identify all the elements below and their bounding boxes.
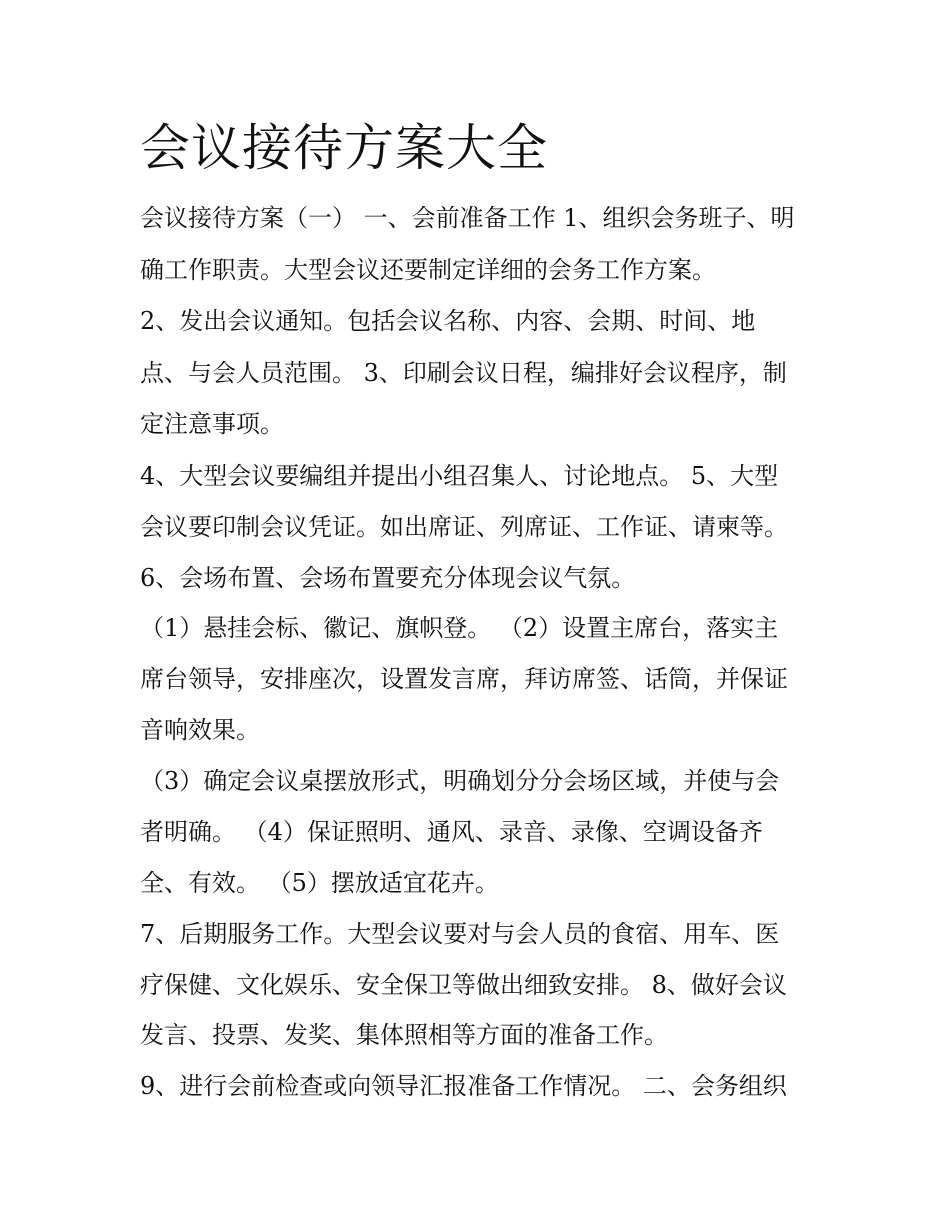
- body-line: 席台领导，安排座次，设置发言席，拜访席签、话筒，并保证: [140, 665, 788, 693]
- body-line: 7、后期服务工作。大型会议要对与会人员的食宿、用车、医: [140, 920, 780, 948]
- body-line: 点、与会人员范围。 3、印刷会议日程，编排好会议程序，制: [140, 359, 787, 387]
- body-line: 音响效果。: [140, 716, 260, 744]
- body-line: 4、大型会议要编组并提出小组召集人、讨论地点。 5、大型: [140, 462, 779, 490]
- body-line: （3）确定会议桌摆放形式，明确划分分会场区域，并使与会: [140, 767, 780, 795]
- body-line: 疗保健、文化娱乐、安全保卫等做出细致安排。 8、做好会议: [140, 971, 787, 999]
- body-line: 确工作职责。大型会议还要制定详细的会务工作方案。: [140, 256, 716, 284]
- body-line: 会议要印制会议凭证。如出席证、列席证、工作证、请柬等。: [140, 513, 788, 541]
- body-line: 2、发出会议通知。包括会议名称、内容、会期、时间、地: [140, 307, 756, 335]
- body-line: 6、会场布置、会场布置要充分体现会议气氛。: [140, 564, 636, 592]
- body-line: 者明确。 （4）保证照明、通风、录音、录像、空调设备齐: [140, 818, 763, 846]
- body-line: 定注意事项。: [140, 410, 284, 438]
- body-line: （1）悬挂会标、徽记、旗帜登。 （2）设置主席台，落实主: [140, 614, 779, 642]
- body-line: 全、有效。 （5）摆放适宜花卉。: [140, 869, 499, 897]
- body-line: 发言、投票、发奖、集体照相等方面的准备工作。: [140, 1021, 668, 1049]
- document-title: 会议接待方案大全: [140, 119, 548, 177]
- body-line: 9、进行会前检查或向领导汇报准备工作情况。 二、会务组织: [140, 1072, 787, 1100]
- body-line: 会议接待方案（一） 一、会前准备工作 1、组织会务班子、明: [140, 204, 795, 232]
